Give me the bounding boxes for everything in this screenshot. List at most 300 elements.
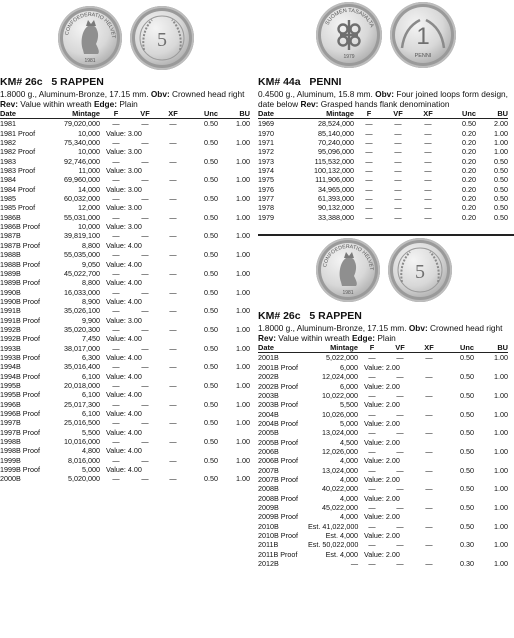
table-cell: — [141,175,149,185]
table-cell: — [424,184,432,194]
table-cell: 45,022,700 [64,268,100,278]
coin-year: 1981 [342,290,354,297]
mintage-table [258,109,508,222]
table-cell: — [365,156,373,166]
table-cell: 5,500 [82,427,100,437]
table-cell: 4,000 [340,512,358,522]
table-cell: — [141,306,149,316]
table-cell: — [112,474,120,484]
table-cell: 1991B [0,306,21,316]
column-header: Date [258,109,296,119]
column-header: F [354,109,384,119]
table-cell: 6,300 [82,352,100,362]
table-cell: — [141,287,149,297]
table-cell: 13,024,000 [322,465,358,475]
coin-header [258,310,514,323]
table-cell: 1996B Proof [0,409,40,418]
table-cell: 1.00 [494,446,508,456]
column-header: VF [386,343,414,353]
coin-header [0,76,252,89]
table-cell: 1.00 [236,474,250,484]
table-row [0,418,250,427]
table-cell: 0.50 [204,175,218,185]
table-row [0,241,250,250]
table-cell: — [365,147,373,157]
table-cell: 79,020,000 [64,119,100,129]
table-cell: — [141,418,149,428]
table-cell: — [424,175,432,185]
table-row [0,288,250,297]
column-header: Mintage [296,109,354,119]
table-cell: 1.00 [236,399,250,409]
table-cell: — [425,559,433,569]
table-row [0,147,250,156]
table-cell: — [169,119,177,129]
table-cell: — [396,465,404,475]
table-cell: — [424,119,432,129]
table-cell: 35,020,300 [64,324,100,334]
table-cell: — [141,380,149,390]
table-cell: 1.00 [236,455,250,465]
table-cell: — [425,465,433,475]
table-cell: — [394,156,402,166]
table-cell: 20,018,000 [64,380,100,390]
table-cell: Value: 2.00 [364,381,400,391]
table-row [258,475,508,484]
table-row [258,382,508,391]
table-cell: 5,000 [340,418,358,428]
table-row [258,138,508,147]
table-cell: 1979 [258,212,274,222]
table-row [0,129,250,138]
table-cell: — [424,147,432,157]
coin-value: 1 [416,23,430,50]
table-cell: Value: 4.00 [106,240,142,250]
table-cell: 6,100 [82,390,100,400]
table-row [258,456,508,465]
table-cell: 1985 [0,194,16,204]
table-cell: 115,532,000 [314,156,354,166]
table-cell: 0.20 [462,184,476,194]
table-cell: — [141,119,149,129]
table-cell: — [368,540,376,550]
table-cell: 1.00 [494,521,508,531]
table-cell: 0.50 [204,212,218,222]
table-cell: 9,900 [82,315,100,325]
table-cell: 1983 Proof [0,166,36,176]
table-cell: Value: 2.00 [364,437,400,447]
table-cell: 6,000 [340,381,358,391]
table-cell: — [141,343,149,353]
table-cell: 1990B [0,287,21,297]
table-cell: 2003B Proof [258,400,298,410]
table-cell: — [394,119,402,129]
table-cell: 0.50 [460,521,474,531]
coin-obverse-image [316,2,382,68]
column-header: Date [258,343,308,353]
table-row [0,306,250,315]
table-row [0,465,250,474]
table-cell: — [112,156,120,166]
table-row [0,157,250,166]
table-cell: 0.20 [462,138,476,148]
table-cell: — [424,128,432,138]
column-header: BU [474,343,508,353]
table-cell: 8,800 [82,278,100,288]
table-cell: Value: 4.00 [106,465,142,475]
table-cell: 12,026,000 [322,446,358,456]
table-cell: 8,016,000 [68,455,100,465]
column-header: BU [476,109,508,119]
table-cell: — [368,484,376,494]
table-cell: — [169,343,177,353]
table-cell: — [394,194,402,204]
table-cell: Value: 2.00 [364,493,400,503]
table-cell: — [365,119,373,129]
table-cell: — [141,455,149,465]
table-cell: — [396,540,404,550]
table-cell: 1994B Proof [0,371,40,381]
table-cell: — [368,428,376,438]
column-header: VF [132,109,158,119]
table-cell: 0.30 [460,559,474,569]
table-cell: 1.00 [494,540,508,550]
coin-legend: CONFOEDERATIO HELVET [64,11,117,39]
table-cell: 1.00 [236,380,250,390]
table-cell: — [365,175,373,185]
table-cell: — [141,474,149,484]
table-cell: — [394,184,402,194]
table-cell: 0.50 [494,175,508,185]
table-cell: 1.00 [236,231,250,241]
table-cell: — [394,175,402,185]
table-cell: — [112,268,120,278]
column-header: F [100,109,132,119]
column-header: VF [384,109,412,119]
table-cell: 1978 [258,203,274,213]
table-cell: Value: 4.00 [106,446,142,456]
table-cell: — [365,138,373,148]
table-cell: 0.50 [204,399,218,409]
table-cell: 4,000 [340,493,358,503]
table-cell: — [396,353,404,363]
table-cell: — [169,156,177,166]
column-header: Mintage [52,109,100,119]
table-cell: — [112,231,120,241]
table-row [258,550,508,559]
table-cell: 4,500 [340,437,358,447]
table-header-row [258,109,508,119]
table-cell: 1999B Proof [0,465,40,475]
table-cell: 1984 Proof [0,184,36,194]
table-row [258,559,508,568]
table-cell: 35,016,400 [64,362,100,372]
table-cell: 1.00 [236,418,250,428]
table-cell: — [169,306,177,316]
table-row [258,372,508,381]
table-cell: 2006B [258,446,279,456]
column-header: XF [412,109,444,119]
table-cell: 0.50 [204,455,218,465]
table-cell: 1984 [0,175,16,185]
column-header: F [358,343,386,353]
table-cell: — [394,128,402,138]
table-row [258,512,508,521]
table-cell: 1.00 [236,138,250,148]
table-body [258,119,508,222]
table-cell: — [169,324,177,334]
table-cell: 1995B [0,380,21,390]
table-cell: 2.00 [494,119,508,129]
table-cell: — [425,521,433,531]
table-row [0,269,250,278]
table-cell: 1.00 [494,138,508,148]
column-header: Unc [444,109,476,119]
table-cell: — [141,399,149,409]
table-row [0,390,250,399]
table-cell: 0.50 [494,203,508,213]
table-cell: 1987B Proof [0,240,40,250]
table-cell: Value: 4.00 [106,427,142,437]
coin-obverse-image [58,6,122,70]
table-cell: — [141,268,149,278]
table-cell: 0.50 [460,390,474,400]
table-cell: Value: 2.00 [364,400,400,410]
table-row [0,278,250,287]
table-cell: 0.50 [494,166,508,176]
table-row [258,194,508,203]
table-row [0,231,250,240]
table-cell: — [394,147,402,157]
table-cell: 10,000 [78,222,100,232]
table-cell: — [396,409,404,419]
table-cell: — [394,166,402,176]
table-cell: 2001B [258,353,279,363]
table-row [258,494,508,503]
table-row [0,138,250,147]
table-cell: 1997B [0,418,21,428]
table-row [258,353,508,363]
table-cell: 1.00 [236,175,250,185]
table-row [258,147,508,156]
table-cell: — [112,343,120,353]
table-row [0,400,250,409]
table-body [0,119,250,484]
table-cell: 1988B Proof [0,259,40,269]
table-cell: 111,906,000 [315,175,354,185]
table-cell: 0.50 [204,306,218,316]
table-cell: 1.00 [236,343,250,353]
table-cell: 2009B [258,502,279,512]
table-cell: — [112,250,120,260]
table-cell: Value: 2.00 [364,362,400,372]
table-cell: 0.50 [494,156,508,166]
table-cell: Value: 2.00 [364,549,400,559]
table-cell: — [394,212,402,222]
table-cell: 35,026,100 [64,306,100,316]
table-row [0,353,250,362]
coin-obverse-image [316,238,380,302]
table-row [0,119,250,129]
coin-description: 1.8000 g., Aluminum-Bronze, 17.15 mm. Obv: Crowned head right Rev: Value within wreath Edge: Plain [258,323,503,344]
table-row [0,381,250,390]
table-cell: 1.00 [494,484,508,494]
table-cell: Value: 3.00 [106,222,142,232]
table-cell: — [425,390,433,400]
table-cell: Value: 2.00 [364,531,400,540]
table-row [0,316,250,325]
table-cell: 0.50 [462,119,476,129]
table-cell: — [365,184,373,194]
coin-title: 5 RAPPEN [51,76,104,88]
column-header: XF [414,343,444,353]
table-cell: 1981 [0,119,16,129]
table-row [258,466,508,475]
table-cell: 1989B Proof [0,278,40,288]
table-cell: 100,132,000 [314,166,354,176]
table-cell: 38,017,000 [64,343,100,353]
table-cell: — [141,212,149,222]
column-header: XF [158,109,188,119]
table-cell: — [169,212,177,222]
coin-denomination: PENNI [414,53,432,59]
table-cell: 2004B Proof [258,418,298,428]
table-cell: 2006B Proof [258,456,298,466]
table-cell: — [368,502,376,512]
table-cell: 0.50 [204,250,218,260]
table-cell: — [394,203,402,213]
table-cell: 0.50 [204,156,218,166]
table-cell: Value: 4.00 [106,296,142,306]
table-row [0,166,250,175]
table-cell: — [396,559,404,569]
table-row [0,409,250,418]
table-cell: 2007B Proof [258,474,298,484]
table-cell: Value: 4.00 [106,371,142,381]
table-cell: 5,000 [82,465,100,475]
column-header: Unc [188,109,218,119]
km-number: KM# 44a [258,76,301,88]
km-number: KM# 26c [0,76,43,88]
table-cell: 2002B [258,372,279,382]
table-cell: 1972 [258,147,274,157]
table-cell: — [396,484,404,494]
table-row [258,175,508,184]
table-row [258,522,508,531]
table-cell: — [169,399,177,409]
table-cell: 85,140,000 [318,128,354,138]
table-cell: — [368,372,376,382]
table-cell: 1976 [258,184,274,194]
table-cell: — [112,306,120,316]
table-cell: — [141,324,149,334]
table-cell: 0.50 [460,465,474,475]
table-cell: — [365,166,373,176]
table-row [0,185,250,194]
table-cell: Value: 3.00 [106,184,142,194]
table-cell: Value: 4.00 [106,259,142,269]
table-cell: 16,033,000 [64,287,100,297]
table-row [258,119,508,129]
table-cell: 0.20 [462,212,476,222]
table-cell: 25,017,300 [64,399,100,409]
table-cell: — [424,156,432,166]
table-cell: 55,035,000 [64,250,100,260]
table-cell: 1.00 [236,156,250,166]
table-cell: — [169,474,177,484]
table-row [258,391,508,400]
table-cell: 2012B [258,559,279,569]
table-cell: 1993B Proof [0,352,40,362]
table-cell: 1.00 [236,268,250,278]
coin-reverse-image [388,238,452,302]
table-cell: — [368,353,376,363]
table-cell: — [365,203,373,213]
table-cell: — [425,409,433,419]
table-cell: 1.00 [494,428,508,438]
table-cell: 1.00 [494,559,508,569]
table-cell: — [368,446,376,456]
table-row [0,250,250,259]
table-cell: 0.50 [204,380,218,390]
table-cell: — [368,559,376,569]
table-cell: — [112,212,120,222]
table-cell: 33,388,000 [318,212,354,222]
table-cell: 0.50 [204,474,218,484]
table-cell: 12,000 [78,203,100,213]
table-cell: 1988B [0,250,21,260]
table-cell: 0.20 [462,203,476,213]
table-cell: 0.50 [460,353,474,363]
coin-images-penni [258,0,514,76]
coin-year: 1979 [343,54,355,60]
table-row [258,363,508,372]
table-cell: 2005B Proof [258,437,298,447]
coin-reverse-image [390,2,456,68]
table-cell: 0.50 [460,372,474,382]
table-cell: 55,031,000 [64,212,100,222]
column-header: BU [218,109,250,119]
coin-description: 0.4500 g., Aluminum, 15.8 mm. Obv: Four joined loops form design, date below Rev: Grasped hands flank denomination [258,89,508,109]
table-cell: — [425,428,433,438]
table-row [258,428,508,437]
table-cell: — [141,156,149,166]
table-cell: 0.50 [204,138,218,148]
table-cell: 1990B Proof [0,296,40,306]
table-cell: 0.20 [462,147,476,157]
table-cell: 4,800 [82,446,100,456]
table-cell: 1970 [258,128,274,138]
km-number: KM# 26c [258,310,301,323]
table-cell: — [365,128,373,138]
table-cell: 0.50 [460,502,474,512]
table-cell: — [425,353,433,363]
table-cell: 0.20 [462,194,476,204]
table-cell: 1992B [0,324,21,334]
table-row [258,419,508,428]
table-cell: — [424,203,432,213]
table-cell: 1992B Proof [0,334,40,344]
table-body [258,353,508,568]
table-cell: 1998B Proof [0,446,40,456]
table-row [0,474,250,483]
table-cell: — [112,119,120,129]
table-cell: 69,960,000 [64,175,100,185]
table-row [258,503,508,512]
table-cell: 1.00 [494,128,508,138]
table-row [0,194,250,203]
table-cell: 4,000 [340,456,358,466]
